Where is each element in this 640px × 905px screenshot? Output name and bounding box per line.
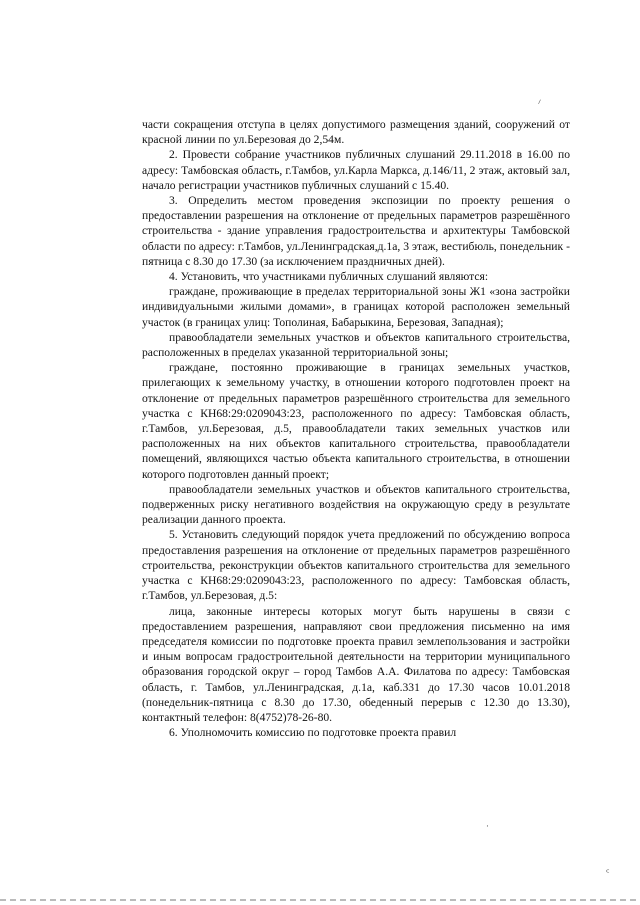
paragraph-7: правообладатели земельных участков и объектов капитального строительства, подверженных риску негативного воздействия на окружающую среду в результате реализации данного проекта. xyxy=(142,482,570,527)
scan-mark-corner: ᶜ xyxy=(606,868,610,879)
scan-mark-top: ⸝ xyxy=(534,94,544,107)
paragraph-4: граждане, проживающие в пределах территориальной зоны Ж1 «зона застройки индивидуальными жилыми домами», в границах которой расположен земельный участок (в границах улиц: Тополиная, Бабарыкина, Березовая, Западная); xyxy=(142,285,570,329)
scan-mark-bottom: · xyxy=(486,822,489,832)
scan-edge-line xyxy=(0,899,640,901)
paragraph-0: части сокращения отступа в целях допустимого размещения зданий, сооружений от красной линии по ул.Березовая до 2,54м. xyxy=(142,118,570,147)
paragraph-9: лица, законные интересы которых могут быть нарушены в связи с предоставлением разрешения, направляют свои предложения письменно на имя председателя комиссии по подготовке проекта правил землепользования и застройки и иным вопросам градостроительной деятельности на территории муниципального образования городской округ – город Тамбов А.А. Филатова по адресу: Тамбовская область, г. Тамбов, ул.Ленинградская, д.1а, каб.331 до 17.30 часов 10.01.2018 (понедельник-пятница с 8.30 до 17.30, обеденный перерыв с 12.30 до 13.30), контактный телефон: 8(4752)78-26-80. xyxy=(142,604,570,724)
paragraph-10: 6. Уполномочить комиссию по подготовке проекта правил xyxy=(169,726,457,740)
document-page xyxy=(142,117,570,740)
paragraph-3: 4. Установить, что участниками публичных слушаний являются: xyxy=(169,270,489,284)
paragraph-1: 2. Провести собрание участников публичных слушаний 29.11.2018 в 16.00 по адресу: Тамбовская область, г.Тамбов, ул.Карла Маркса, д.146/11, 2 этаж, актовый зал, начало регистрации участников публичных слушаний с 15.40. xyxy=(142,148,570,192)
paragraph-2: 3. Определить местом проведения экспозиции по проекту решения о предоставлении разрешения на отклонение от предельных параметров разрешённого строительства - здание управления градостроительства и архитектуры Тамбовской области по адресу: г.Тамбов, ул.Ленинградская,д.1а, 3 этаж, вестибюль, понедельник - пятница с 8.30 до 17.30 (за исключением праздничных дней). xyxy=(142,194,570,268)
paragraph-6: граждане, постоянно проживающие в границах земельных участков, прилегающих к земельному участку, в отношении которого подготовлен проект на отклонение от предельных параметров разрешённого строительства для земельного участка с КН68:29:0209043:23, расположенного по адресу: Тамбовская область, г.Тамбов, ул.Березовая, д.5, правообладатели таких земельных участков или расположенных на них объектов капитального строительства, правообладатели помещений, являющихся частью объекта капитального строительства, в отношении которого подготовлен данный проект; xyxy=(142,361,570,481)
paragraph-8: 5. Установить следующий порядок учета предложений по обсуждению вопроса предоставления разрешения на отклонение от предельных параметров разрешённого строительства, реконструкции объектов капитального строительства для земельного участка с КН68:29:0209043:23, расположенного по адресу: Тамбовская область, г.Тамбов, ул.Березовая, д.5: xyxy=(142,528,570,603)
paragraph-5: правообладатели земельных участков и объектов капитального строительства, расположенных в пределах указанной территориальной зоны; xyxy=(142,330,570,360)
